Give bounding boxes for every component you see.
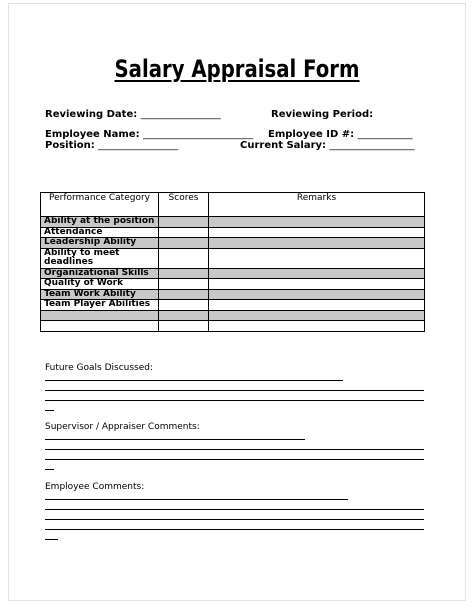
category-cell: Ability at the position <box>41 217 159 228</box>
table-row <box>41 321 425 332</box>
employee-name-line: ______________________ <box>143 129 254 140</box>
employee-comments-line-1[interactable] <box>45 499 348 500</box>
future-goals-line-2[interactable] <box>45 390 424 391</box>
page-border-bottom <box>8 600 466 601</box>
remarks-cell[interactable] <box>209 300 425 311</box>
current-salary-label: Current Salary: <box>240 140 330 151</box>
score-cell[interactable] <box>159 268 209 279</box>
remarks-cell[interactable] <box>209 279 425 290</box>
score-cell[interactable] <box>159 227 209 238</box>
remarks-cell[interactable] <box>209 310 425 321</box>
remarks-cell[interactable] <box>209 321 425 332</box>
score-cell[interactable] <box>159 310 209 321</box>
remarks-cell[interactable] <box>209 289 425 300</box>
category-cell: Quality of Work <box>41 279 159 290</box>
remarks-cell[interactable] <box>209 268 425 279</box>
table-header-row <box>41 193 425 217</box>
employee-comments-line-3[interactable] <box>45 519 424 520</box>
score-cell[interactable] <box>159 321 209 332</box>
table-row <box>41 217 425 228</box>
score-cell[interactable] <box>159 300 209 311</box>
employee-comments-line-4[interactable] <box>45 529 424 530</box>
employee-comments-line-2[interactable] <box>45 509 424 510</box>
table-row <box>41 310 425 321</box>
employee-id-line: ___________ <box>357 129 413 140</box>
supervisor-comments-line-1[interactable] <box>45 439 305 440</box>
category-cell[interactable] <box>41 321 159 332</box>
category-cell: Attendance <box>41 227 159 238</box>
score-cell[interactable] <box>159 279 209 290</box>
page-border-top <box>8 3 466 4</box>
supervisor-comments-line-2[interactable] <box>45 449 424 450</box>
category-cell: Team Player Abilities <box>41 300 159 311</box>
reviewing-date-label: Reviewing Date: <box>45 109 141 120</box>
score-cell[interactable] <box>159 238 209 249</box>
position-line: ________________ <box>98 140 179 151</box>
supervisor-comments-line-4[interactable] <box>45 469 54 470</box>
remarks-cell[interactable] <box>209 227 425 238</box>
supervisor-comments-line-3[interactable] <box>45 459 424 460</box>
table-row <box>41 279 425 290</box>
table-row <box>41 289 425 300</box>
employee-comments-label: Employee Comments: <box>45 482 145 492</box>
remarks-cell[interactable] <box>209 248 425 268</box>
header-performance-category: Performance Category <box>41 193 159 217</box>
score-cell[interactable] <box>159 217 209 228</box>
future-goals-line-1[interactable] <box>45 380 343 381</box>
category-cell: Team Work Ability <box>41 289 159 300</box>
future-goals-line-4[interactable] <box>45 410 54 411</box>
remarks-cell[interactable] <box>209 217 425 228</box>
employee-id-field[interactable] <box>268 129 413 140</box>
employee-id-label: Employee ID #: <box>268 129 358 140</box>
future-goals-line-3[interactable] <box>45 400 424 401</box>
employee-comments-line-5[interactable] <box>45 539 58 540</box>
future-goals-label: Future Goals Discussed: <box>45 363 153 373</box>
header-remarks: Remarks <box>209 193 425 217</box>
form-title: Salary Appraisal Form <box>114 55 360 83</box>
employee-name-label: Employee Name: <box>45 129 144 140</box>
score-cell[interactable] <box>159 289 209 300</box>
reviewing-period-field[interactable] <box>271 109 373 120</box>
category-cell[interactable] <box>41 310 159 321</box>
employee-name-field[interactable] <box>45 129 253 140</box>
page-border-left <box>8 3 9 601</box>
position-label: Position: <box>45 140 99 151</box>
category-cell: Ability to meet deadlines <box>41 248 159 268</box>
header-scores: Scores <box>159 193 209 217</box>
table-row <box>41 238 425 249</box>
performance-table <box>40 192 425 332</box>
position-field[interactable] <box>45 140 178 151</box>
table-row <box>41 268 425 279</box>
reviewing-period-label: Reviewing Period: <box>271 109 374 120</box>
page-border-right <box>465 3 466 601</box>
reviewing-date-line: ________________ <box>140 109 221 120</box>
reviewing-date-field[interactable] <box>45 109 221 120</box>
current-salary-field[interactable] <box>240 140 415 151</box>
table-row <box>41 300 425 311</box>
table-row <box>41 248 425 268</box>
score-cell[interactable] <box>159 248 209 268</box>
table-row <box>41 227 425 238</box>
current-salary-line: _________________ <box>329 140 415 151</box>
supervisor-comments-label: Supervisor / Appraiser Comments: <box>45 422 200 432</box>
remarks-cell[interactable] <box>209 238 425 249</box>
category-cell: Organizational Skills <box>41 268 159 279</box>
category-cell: Leadership Ability <box>41 238 159 249</box>
